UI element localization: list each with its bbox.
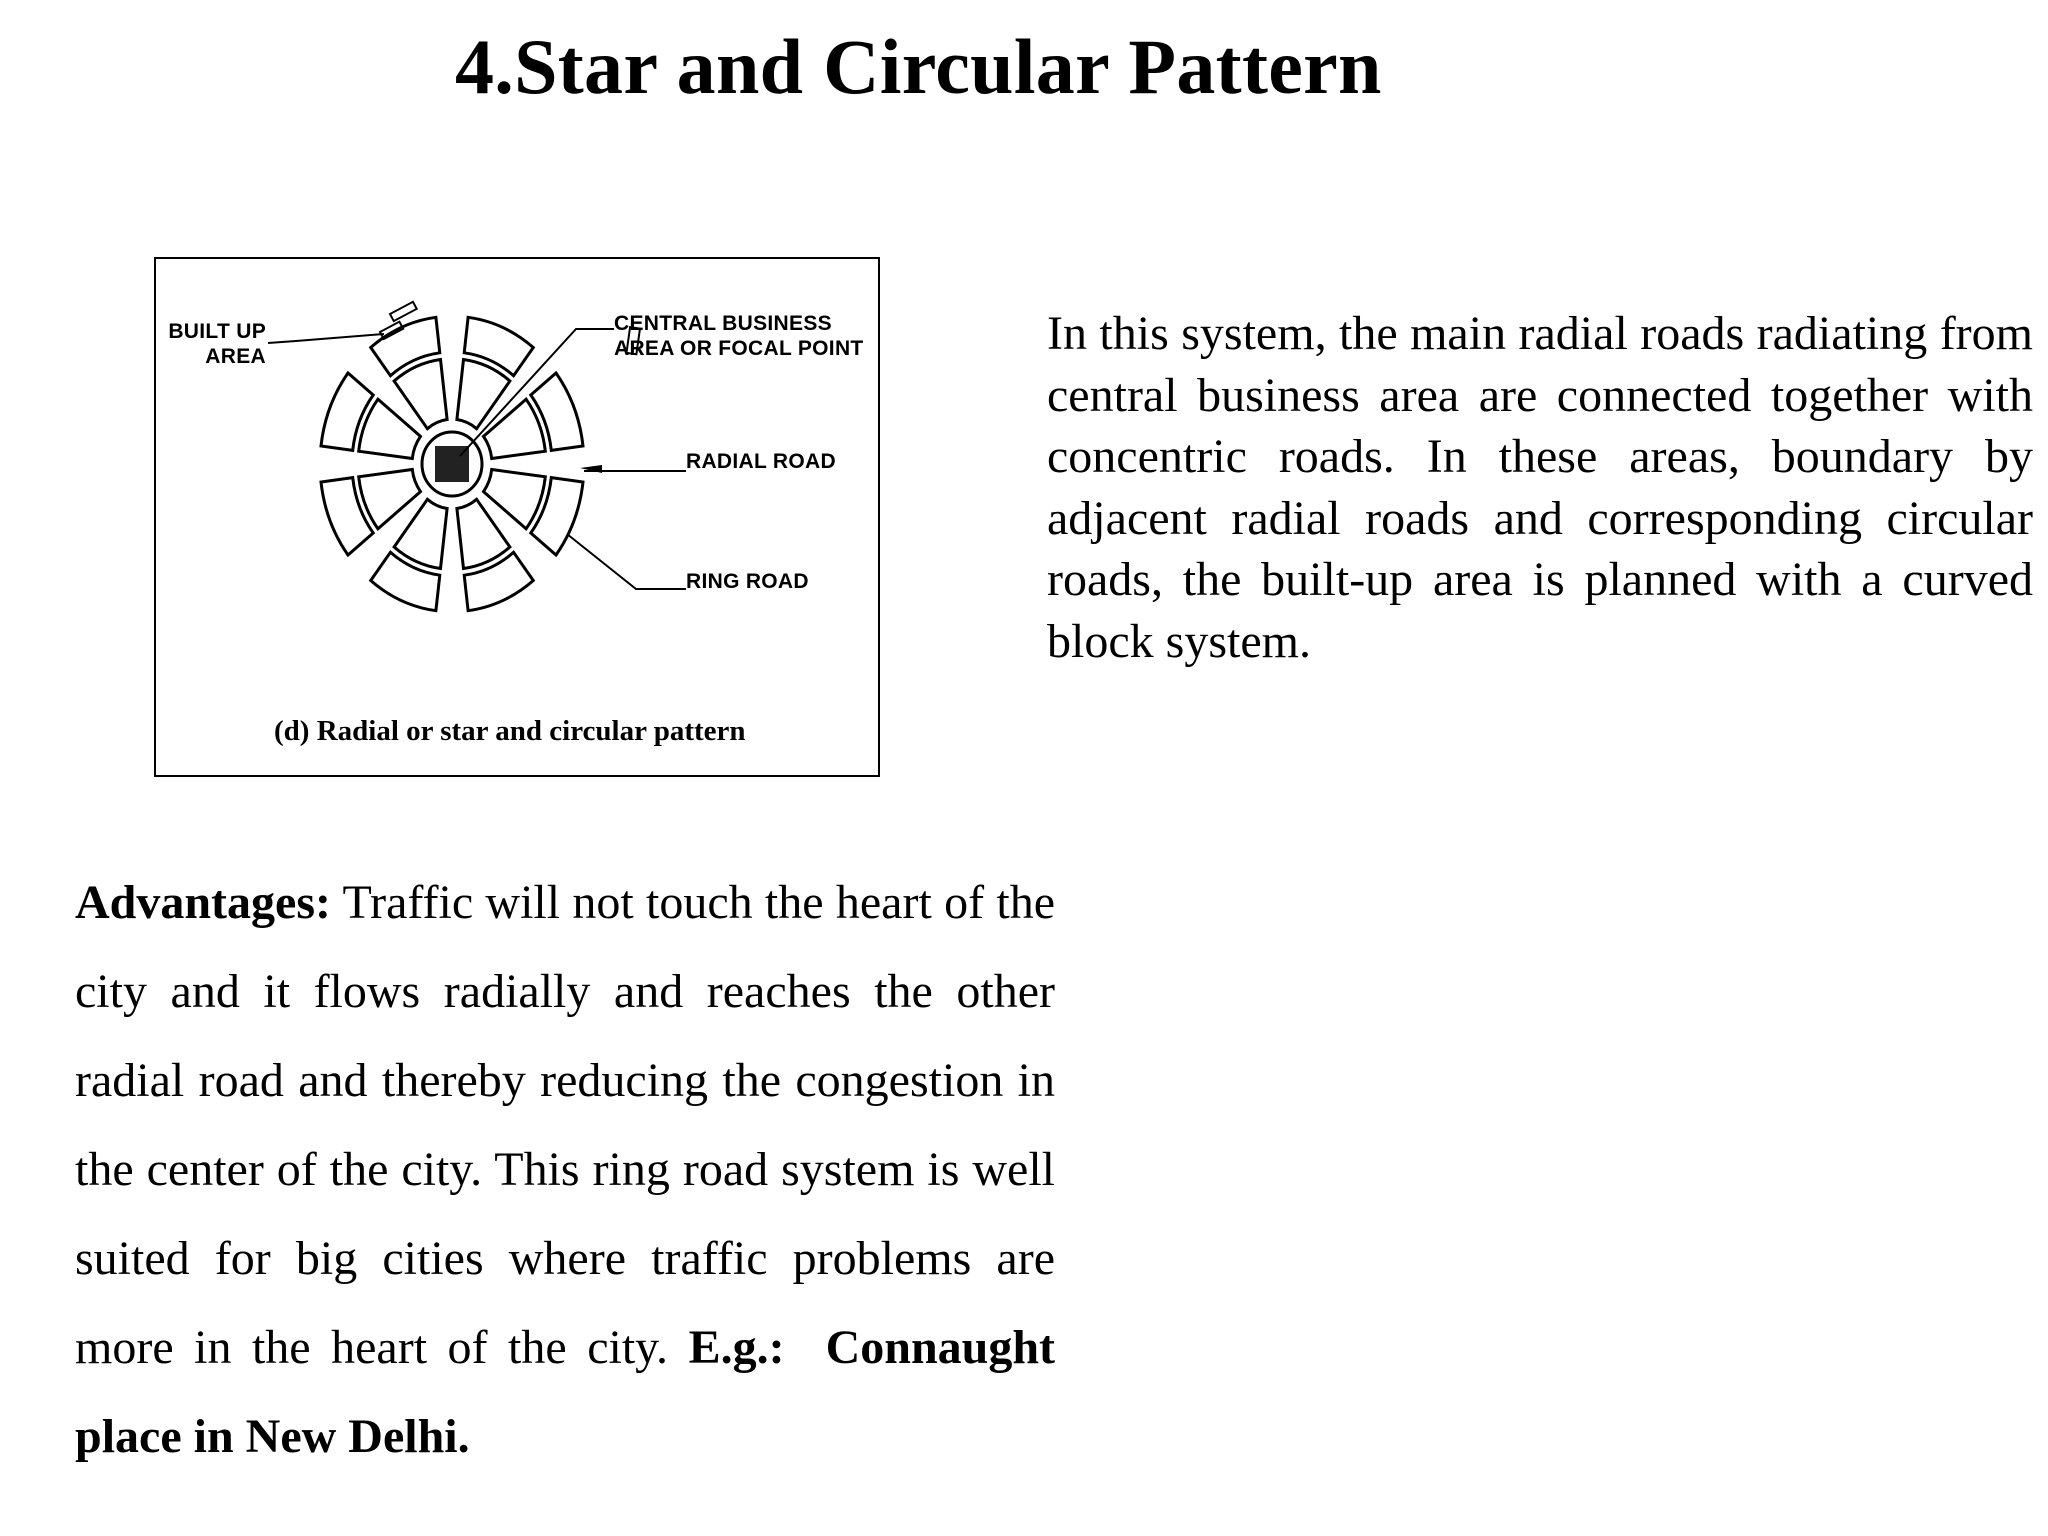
built-up-label-line2: AREA	[205, 345, 266, 368]
ring-road-leader-line	[567, 534, 686, 589]
ring-road-label: RING ROAD	[686, 570, 809, 593]
cba-label-line2: AREA OR FOCAL POINT	[614, 337, 864, 360]
built-up-area-label	[166, 319, 266, 369]
cba-label-line1: CENTRAL BUSINESS	[614, 312, 832, 335]
central-business-area-label	[614, 311, 864, 361]
description-paragraph: In this system, the main radial roads radiating from central business area are connected together with concentric roads. In these areas, boundary by adjacent radial roads and corresponding circular roads, the built-up area is planned with a curved block system.	[1047, 307, 2033, 668]
advantages-text: Traffic will not touch the heart of the city and it flows radially and reaches the other radial road and thereby reducing the congestion in the center of the city. This ring road system is well suited for big cities where traffic problems are more in the heart of the city.	[75, 876, 1055, 1374]
built-up-leader-line	[268, 334, 384, 343]
radial-pattern-figure	[154, 257, 880, 777]
building-mark	[390, 302, 417, 321]
figure-caption: (d) Radial or star and circular pattern	[274, 715, 746, 747]
radial-road-label: RADIAL ROAD	[686, 450, 836, 473]
built-up-label-line1: BUILT UP	[168, 320, 266, 343]
example-value: Connaught place in New Delhi.	[75, 1321, 1056, 1463]
advantages-heading: Advantages:	[75, 876, 332, 929]
example-label: E.g.:	[688, 1321, 785, 1374]
page-title: 4.Star and Circular Pattern	[455, 23, 1382, 110]
advantages-paragraph	[75, 858, 1055, 1481]
